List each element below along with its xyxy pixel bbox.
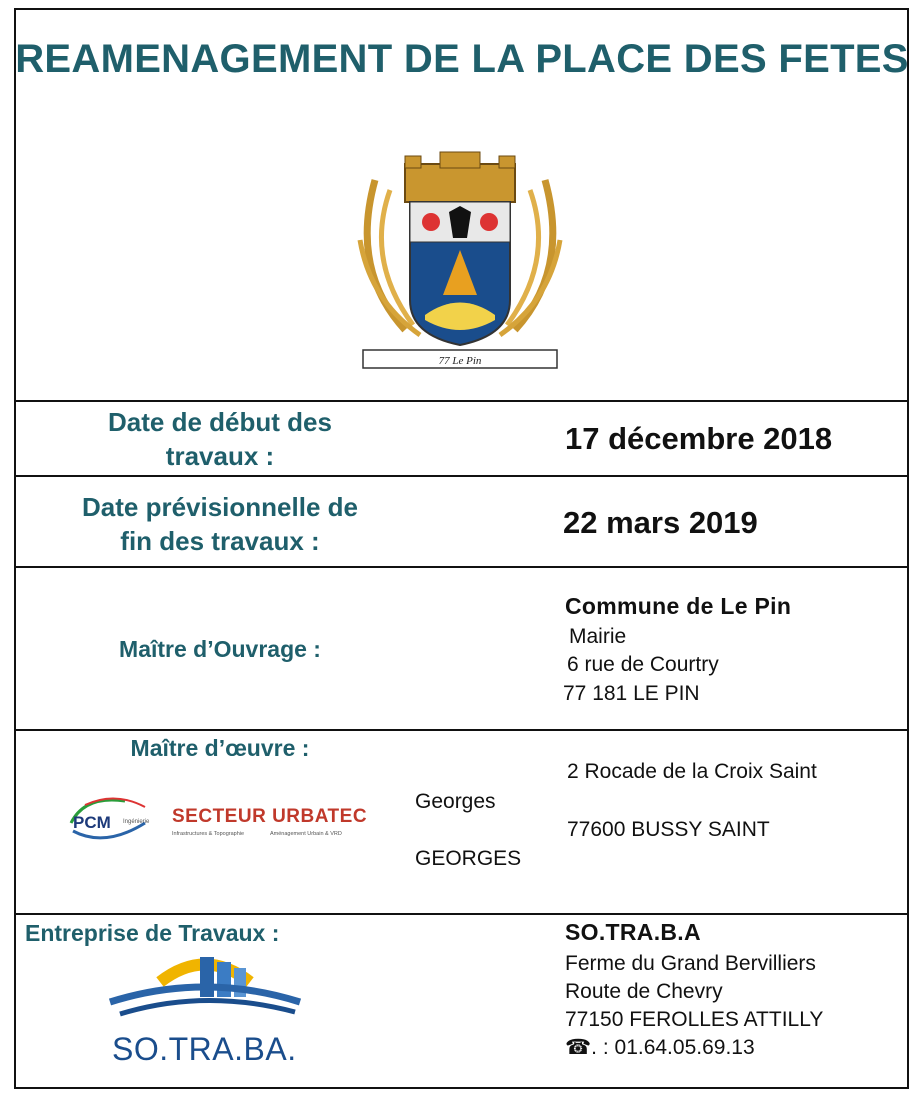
owner-label: Maître d’Ouvrage : xyxy=(119,636,321,662)
secteur-sub-2: Aménagement Urbain & VRD xyxy=(270,831,342,837)
company-line-1: Ferme du Grand Bervilliers xyxy=(565,952,816,975)
architect-mid-1: Georges xyxy=(415,790,496,813)
company-line-3: 77150 FEROLLES ATTILLY xyxy=(565,1008,824,1031)
company-phone-row xyxy=(565,1034,755,1062)
divider-4 xyxy=(14,729,909,731)
architect-addr-2: 77600 BUSSY SAINT xyxy=(567,818,770,841)
border-bottom xyxy=(14,1087,909,1089)
owner-name: Commune de Le Pin xyxy=(565,593,792,619)
page-title: REAMENAGEMENT DE LA PLACE DES FETES xyxy=(15,37,909,81)
architect-label: Maître d’œuvre : xyxy=(130,735,310,761)
secteur-urbatec-logo: SECTEUR URBATEC xyxy=(172,806,368,827)
company-label: Entreprise de Travaux : xyxy=(25,920,280,946)
architect-mid-2: GEORGES xyxy=(415,847,522,870)
divider-3 xyxy=(14,566,909,568)
start-date-value: 17 décembre 2018 xyxy=(565,421,833,456)
owner-line-2: 6 rue de Courtry xyxy=(567,653,719,676)
coat-of-arms-icon xyxy=(345,150,575,375)
company-name: SO.TRA.B.A xyxy=(565,919,701,945)
sotraba-logo-text: SO.TRA.BA. xyxy=(112,1031,297,1067)
border-top xyxy=(14,8,909,10)
secteur-sub-1: Infrastructures & Topographie xyxy=(172,831,245,837)
architect-addr-1: 2 Rocade de la Croix Saint xyxy=(567,760,817,783)
pcm-logo xyxy=(65,793,160,848)
start-date-label: Date de début des travaux : xyxy=(108,407,332,471)
pcm-sub: Ingénierie xyxy=(123,819,150,825)
end-date-value: 22 mars 2019 xyxy=(563,505,758,540)
owner-line-1: Mairie xyxy=(569,625,627,648)
border-right xyxy=(907,8,909,1089)
company-line-2: Route de Chevry xyxy=(565,980,723,1003)
company-phone: . : 01.64.05.69.13 xyxy=(591,1036,755,1059)
phone-icon: ☎ xyxy=(565,1036,592,1059)
owner-line-3: 77 181 LE PIN xyxy=(563,682,700,705)
crest-banner-text: 77 Le Pin xyxy=(438,355,482,367)
divider-1 xyxy=(14,400,909,402)
pcm-text: PCM xyxy=(73,813,111,832)
divider-5 xyxy=(14,913,909,915)
divider-2 xyxy=(14,475,909,477)
sotraba-logo-icon xyxy=(105,952,305,1027)
border-left xyxy=(14,8,16,1089)
end-date-label: Date prévisionnelle de fin des travaux : xyxy=(82,492,358,556)
